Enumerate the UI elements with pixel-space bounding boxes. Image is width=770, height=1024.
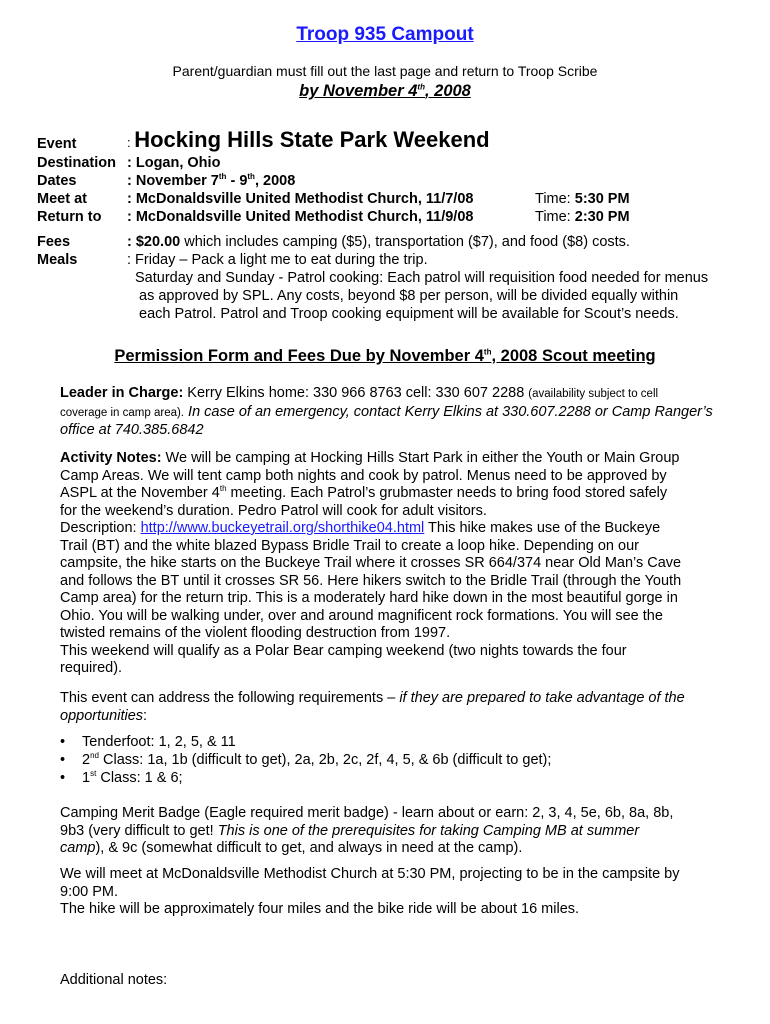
requirement-first-class: • 1st Class: 1 & 6; [60, 769, 183, 786]
merit-badge-paragraph: Camping Merit Badge (Eagle required merit badge) - learn about or earn: 2, 3, 4, 5e, 6b, 8a, 8b, 9b3 (very difficult to get! This is one of the prerequisites for taking Camping MB at summer camp), & 9c (somewhat difficult to get, and always in need at the camp). [60, 805, 674, 856]
meals-line-4: each Patrol. Patrol and Troop cooking equipment will be available for Scout’s needs. [139, 306, 679, 322]
event-value: : Hocking Hills State Park Weekend [127, 127, 490, 152]
activity-notes: Activity Notes: We will be camping at Hocking Hills Start Park in either the Youth or Main Group Camp Areas. We will tent camp both nights and cook by patrol. Menus need to be approved by ASPL at the November 4th meeting. Each Patrol’s grubmaster needs to bring food stored safely for the weekend’s duration. Pedro Patrol will cook for adult visitors. Description: http://www.buckeyetrail.org/shorthike04.html This hike makes use of the Buckeye Trail (BT) and the white blazed Bypass Bridle Trail to create a loop hike. Depending on our campsite, the hike starts on the Buckeye Trail where it crosses SR 664/374 near Old Man’s Cave and follows the BT until it crosses SR 56. Here hikers switch to the Bridle Trail (through the Youth Camp area) for the return trip. This is a moderately hard hike down in the most beautiful gorge in Ohio. You will be walking under, over and around magnificent rock formations. You will see the twisted remains of the violent flooding destruction from 1997. This weekend will qualify as a Polar Bear camping weekend (two nights towards the four required). [60, 450, 682, 676]
destination-label: Destination [37, 155, 116, 171]
return-value: : McDonaldsville United Methodist Church, 11/9/08 [127, 209, 474, 225]
meet-time: Time: 5:30 PM [535, 191, 630, 207]
meet-label: Meet at [37, 191, 87, 207]
leader-paragraph: Leader in Charge: Kerry Elkins home: 330 966 8763 cell: 330 607 2288 (availability subject to cell coverage in camp area). In case of an emergency, contact Kerry Elkins at 330.607.2288 or Camp Ranger’s office at 740.385.6842 [60, 385, 713, 438]
return-time: Time: 2:30 PM [535, 209, 630, 225]
deadline-text: by November 4th, 2008 [299, 82, 471, 100]
dates-label: Dates [37, 173, 77, 189]
closing-paragraph: We will meet at McDonaldsville Methodist Church at 5:30 PM, projecting to be in the campsite by 9:00 PM. The hike will be approximately four miles and the bike ride will be about 16 miles. [60, 866, 680, 917]
requirements-intro: This event can address the following requirements – if they are prepared to take advantage of the opportunities: [60, 690, 685, 724]
fees-value: : $20.00 which includes camping ($5), transportation ($7), and food ($8) costs. [127, 234, 630, 250]
meals-line-2: Saturday and Sunday - Patrol cooking: Each patrol will requisition food needed for menus [135, 270, 709, 286]
meals-line-3: as approved by SPL. Any costs, beyond $8 per person, will be divided equally within [139, 288, 679, 304]
destination-value: : Logan, Ohio [127, 155, 221, 171]
hike-description-link[interactable]: http://www.buckeyetrail.org/shorthike04.html [140, 520, 425, 536]
additional-notes-label: Additional notes: [60, 972, 168, 988]
requirement-tenderfoot: • Tenderfoot: 1, 2, 5, & 11 [60, 734, 236, 750]
document-title: Troop 935 Campout [296, 24, 474, 45]
meals-line-1: : Friday – Pack a light me to eat during the trip. [127, 252, 428, 268]
section-heading: Permission Form and Fees Due by November 4th, 2008 Scout meeting [114, 347, 656, 365]
meet-value: : McDonaldsville United Methodist Church, 11/7/08 [127, 191, 474, 207]
event-label: Event [37, 136, 77, 152]
return-label: Return to [37, 209, 102, 225]
instructions-text: Parent/guardian must fill out the last page and return to Troop Scribe [172, 63, 598, 79]
meals-label: Meals [37, 252, 78, 268]
fees-label: Fees [37, 234, 71, 250]
dates-value: : November 7th - 9th, 2008 [127, 172, 296, 189]
requirement-second-class: • 2nd Class: 1a, 1b (difficult to get), 2a, 2b, 2c, 2f, 4, 5, & 6b (difficult to get); [60, 751, 552, 768]
